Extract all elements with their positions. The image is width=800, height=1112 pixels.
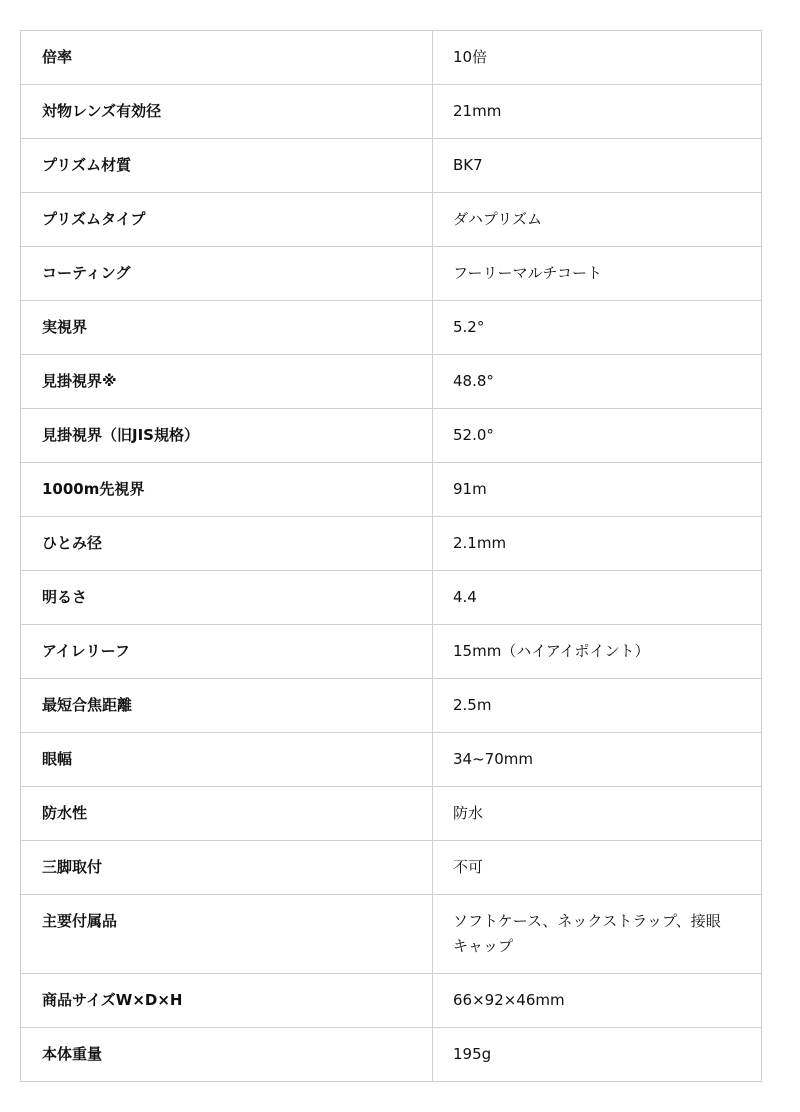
- spec-row-accessories: [21, 895, 762, 974]
- spec-row-field-at-1000m: [21, 463, 762, 517]
- spec-row-apparent-field-old-jis: [21, 409, 762, 463]
- spec-value: 10倍: [433, 31, 762, 85]
- spec-row-waterproof: [21, 787, 762, 841]
- spec-value: 34~70mm: [433, 733, 762, 787]
- spec-label: 倍率: [21, 31, 433, 85]
- spec-value: 91m: [433, 463, 762, 517]
- spec-value: 4.4: [433, 571, 762, 625]
- spec-value: 2.1mm: [433, 517, 762, 571]
- spec-label: プリズム材質: [21, 139, 433, 193]
- spec-row-prism-material: [21, 139, 762, 193]
- spec-value: 防水: [433, 787, 762, 841]
- spec-row-objective-diameter: [21, 85, 762, 139]
- spec-row-real-field: [21, 301, 762, 355]
- spec-value: BK7: [433, 139, 762, 193]
- spec-label: 見掛視界（旧JIS規格）: [21, 409, 433, 463]
- spec-label: 実視界: [21, 301, 433, 355]
- spec-row-brightness: [21, 571, 762, 625]
- spec-label: 1000m先視界: [21, 463, 433, 517]
- spec-value: 2.5m: [433, 679, 762, 733]
- spec-label: 明るさ: [21, 571, 433, 625]
- spec-row-eye-relief: [21, 625, 762, 679]
- spec-label: アイレリーフ: [21, 625, 433, 679]
- spec-label: プリズムタイプ: [21, 193, 433, 247]
- spec-label: コーティング: [21, 247, 433, 301]
- spec-value: ソフトケース、ネックストラップ、接眼キャップ: [433, 895, 762, 974]
- spec-label: 最短合焦距離: [21, 679, 433, 733]
- spec-row-product-size: [21, 974, 762, 1028]
- spec-row-coating: [21, 247, 762, 301]
- spec-row-weight: [21, 1028, 762, 1082]
- spec-value: 不可: [433, 841, 762, 895]
- spec-row-close-focus: [21, 679, 762, 733]
- spec-label: 本体重量: [21, 1028, 433, 1082]
- spec-row-tripod-mount: [21, 841, 762, 895]
- spec-label: ひとみ径: [21, 517, 433, 571]
- spec-value: 66×92×46mm: [433, 974, 762, 1028]
- spec-label: 三脚取付: [21, 841, 433, 895]
- spec-label: 防水性: [21, 787, 433, 841]
- spec-value: 15mm（ハイアイポイント）: [433, 625, 762, 679]
- spec-value: 21mm: [433, 85, 762, 139]
- spec-label: 商品サイズW×D×H: [21, 974, 433, 1028]
- spec-row-magnification: [21, 31, 762, 85]
- spec-table: [20, 30, 762, 1082]
- spec-row-apparent-field: [21, 355, 762, 409]
- spec-label: 眼幅: [21, 733, 433, 787]
- spec-value: 5.2°: [433, 301, 762, 355]
- spec-label: 主要付属品: [21, 895, 433, 974]
- spec-value: フーリーマルチコート: [433, 247, 762, 301]
- spec-value: ダハプリズム: [433, 193, 762, 247]
- spec-value: 52.0°: [433, 409, 762, 463]
- spec-row-interpupillary-distance: [21, 733, 762, 787]
- spec-value: 48.8°: [433, 355, 762, 409]
- spec-row-exit-pupil: [21, 517, 762, 571]
- spec-label: 見掛視界※: [21, 355, 433, 409]
- spec-row-prism-type: [21, 193, 762, 247]
- spec-label: 対物レンズ有効径: [21, 85, 433, 139]
- spec-value: 195g: [433, 1028, 762, 1082]
